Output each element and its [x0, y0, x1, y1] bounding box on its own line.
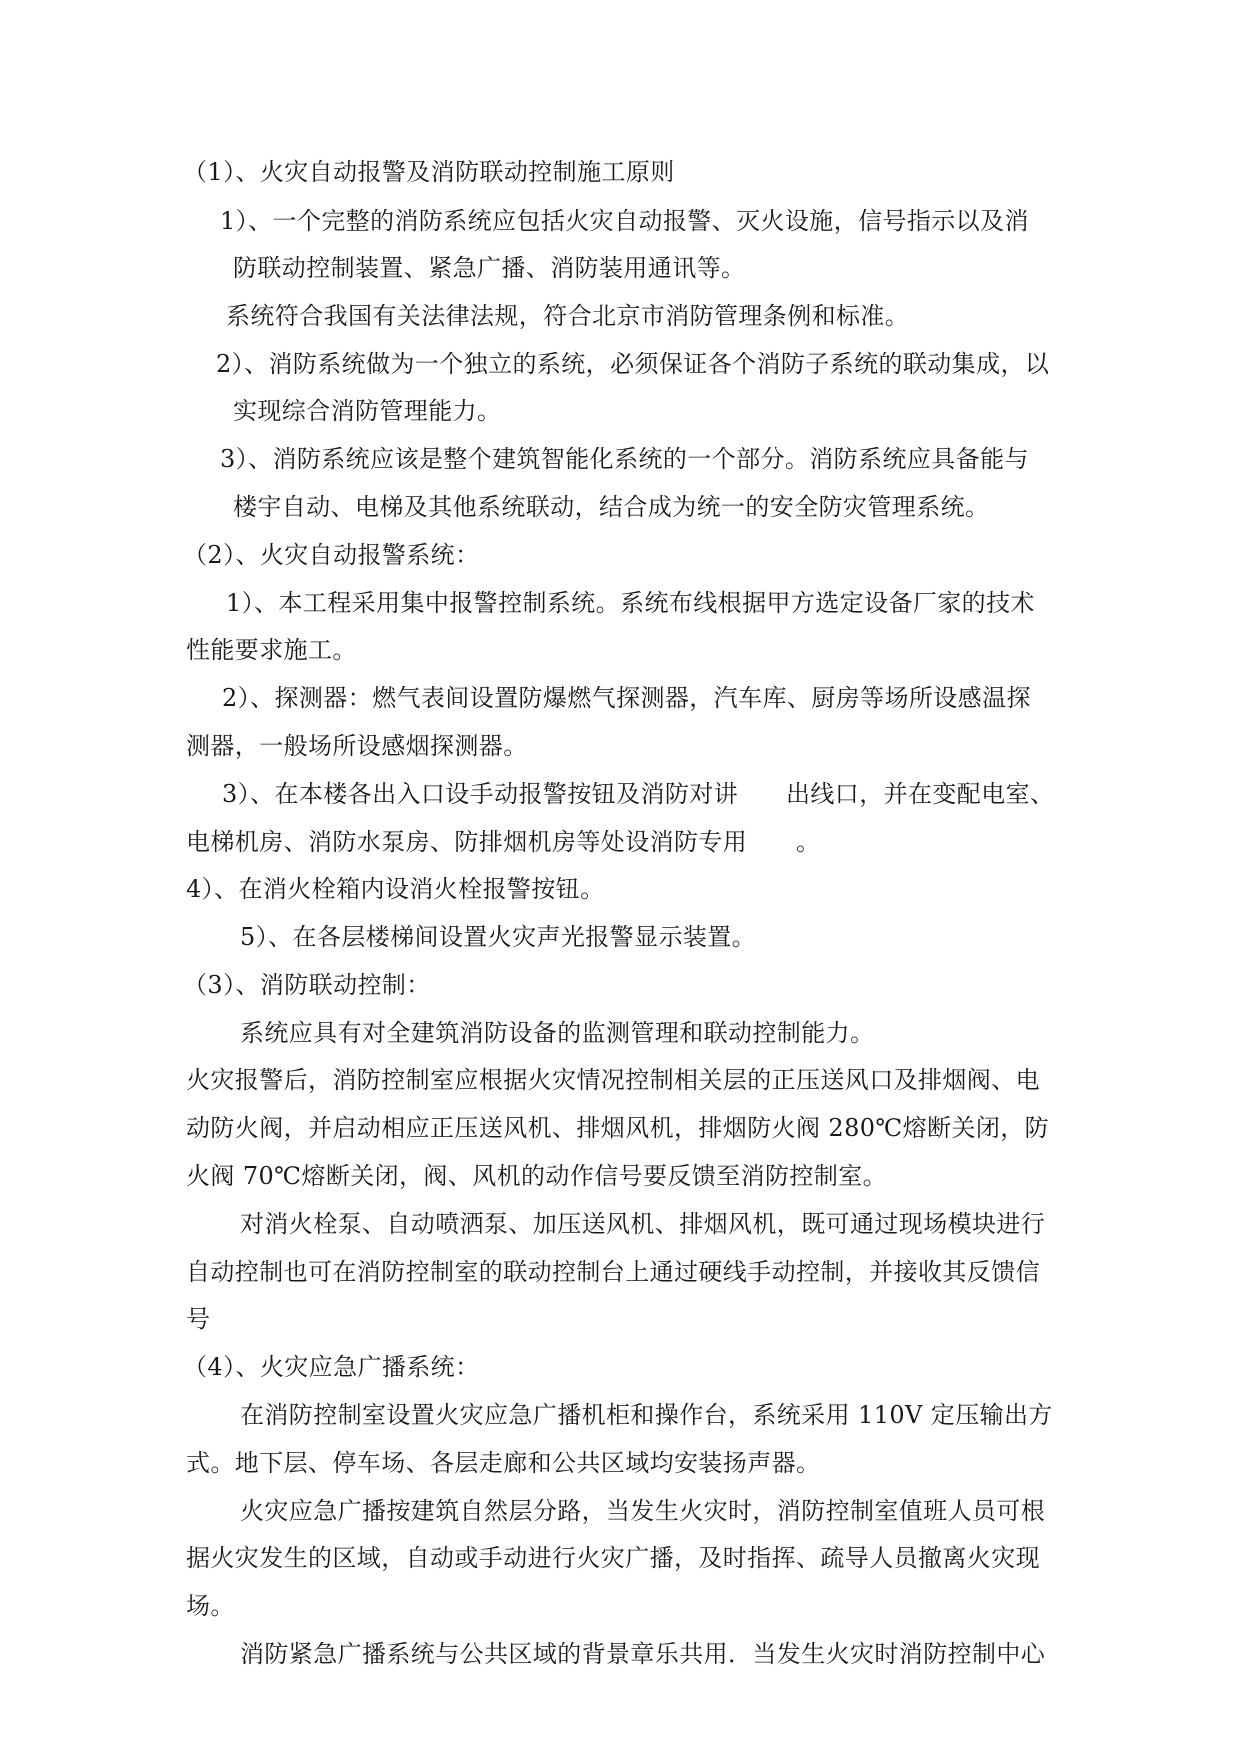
paragraph-line: 火灾应急广播按建筑自然层分路，当发生火灾时，消防控制室值班人员可根: [240, 1497, 1046, 1525]
paragraph-line: 场。: [186, 1592, 235, 1620]
paragraph-line: 电梯机房、消防水泵房、防排烟机房等处设消防专用: [186, 828, 748, 856]
paragraph-line: 3）、消防系统应该是整个建筑智能化系统的一个部分。消防系统应具备能与: [220, 445, 1029, 473]
section-heading-3: （3）、消防联动控制：: [183, 971, 431, 999]
paragraph-line: 实现综合消防管理能力。: [233, 397, 502, 425]
paragraph-line: 。: [796, 828, 821, 856]
paragraph-line: 1）、本工程采用集中报警控制系统。系统布线根据甲方选定设备厂家的技术: [226, 589, 1035, 617]
paragraph-line: 消防紧急广播系统与公共区域的背景章乐共用．当发生火灾时消防控制中心: [240, 1640, 1046, 1668]
paragraph-line: 动防火阀，并启动相应正压送风机、排烟风机，排烟防火阀 280℃熔断关闭，防: [186, 1114, 1050, 1142]
paragraph-line: 系统应具有对全建筑消防设备的监测管理和联动控制能力。: [240, 1019, 875, 1047]
paragraph-line: 号: [186, 1305, 211, 1333]
paragraph-line: 火灾报警后，消防控制室应根据火灾情况控制相关层的正压送风口及排烟阀、电: [186, 1066, 1040, 1094]
section-heading-1: （1）、火灾自动报警及消防联动控制施工原则: [183, 158, 675, 186]
paragraph-line: 2）、探测器：燃气表间设置防爆燃气探测器，汽车库、厨房等场所设感温探: [222, 684, 1031, 712]
paragraph-line: 对消火栓泵、自动喷洒泵、加压送风机、排烟风机，既可通过现场模块进行: [240, 1210, 1046, 1238]
paragraph-line: 1）、一个完整的消防系统应包括火灾自动报警、灭火设施，信号指示以及消: [220, 207, 1029, 235]
paragraph-line: 4）、在消火栓箱内设消火栓报警按钮。: [186, 875, 605, 903]
section-heading-2: （2）、火灾自动报警系统：: [183, 541, 480, 569]
paragraph-line: 在消防控制室设置火灾应急广播机柜和操作台，系统采用 110V 定压输出方: [240, 1401, 1053, 1429]
paragraph-line: 防联动控制装置、紧急广播、消防装用通讯等。: [233, 254, 746, 282]
paragraph-line: 2）、消防系统做为一个独立的系统，必须保证各个消防子系统的联动集成，以: [216, 350, 1050, 378]
paragraph-line: 据火灾发生的区域，自动或手动进行火灾广播，及时指挥、疏导人员撤离火灾现: [186, 1544, 1040, 1572]
paragraph-line: 楼宇自动、电梯及其他系统联动，结合成为统一的安全防灾管理系统。: [233, 493, 990, 521]
paragraph-line: 3）、在本楼各出入口设手动报警按钮及消防对讲: [222, 780, 739, 808]
paragraph-line: 火阀 70℃熔断关闭，阀、风机的动作信号要反馈至消防控制室。: [186, 1162, 888, 1190]
paragraph-line: 系统符合我国有关法律法规，符合北京市消防管理条例和标准。: [226, 302, 910, 330]
paragraph-line: 式。地下层、停车场、各层走廊和公共区域均安装扬声器。: [186, 1449, 821, 1477]
paragraph-line: 测器，一般场所设感烟探测器。: [186, 732, 528, 760]
paragraph-line: 自动控制也可在消防控制室的联动控制台上通过硬线手动控制，并接收其反馈信: [186, 1258, 1040, 1286]
paragraph-line: 出线口，并在变配电室、: [786, 780, 1055, 808]
paragraph-line: 5）、在各层楼梯间设置火灾声光报警显示装置。: [240, 923, 757, 951]
paragraph-line: 性能要求施工。: [186, 636, 357, 664]
section-heading-4: （4）、火灾应急广播系统：: [183, 1353, 480, 1381]
